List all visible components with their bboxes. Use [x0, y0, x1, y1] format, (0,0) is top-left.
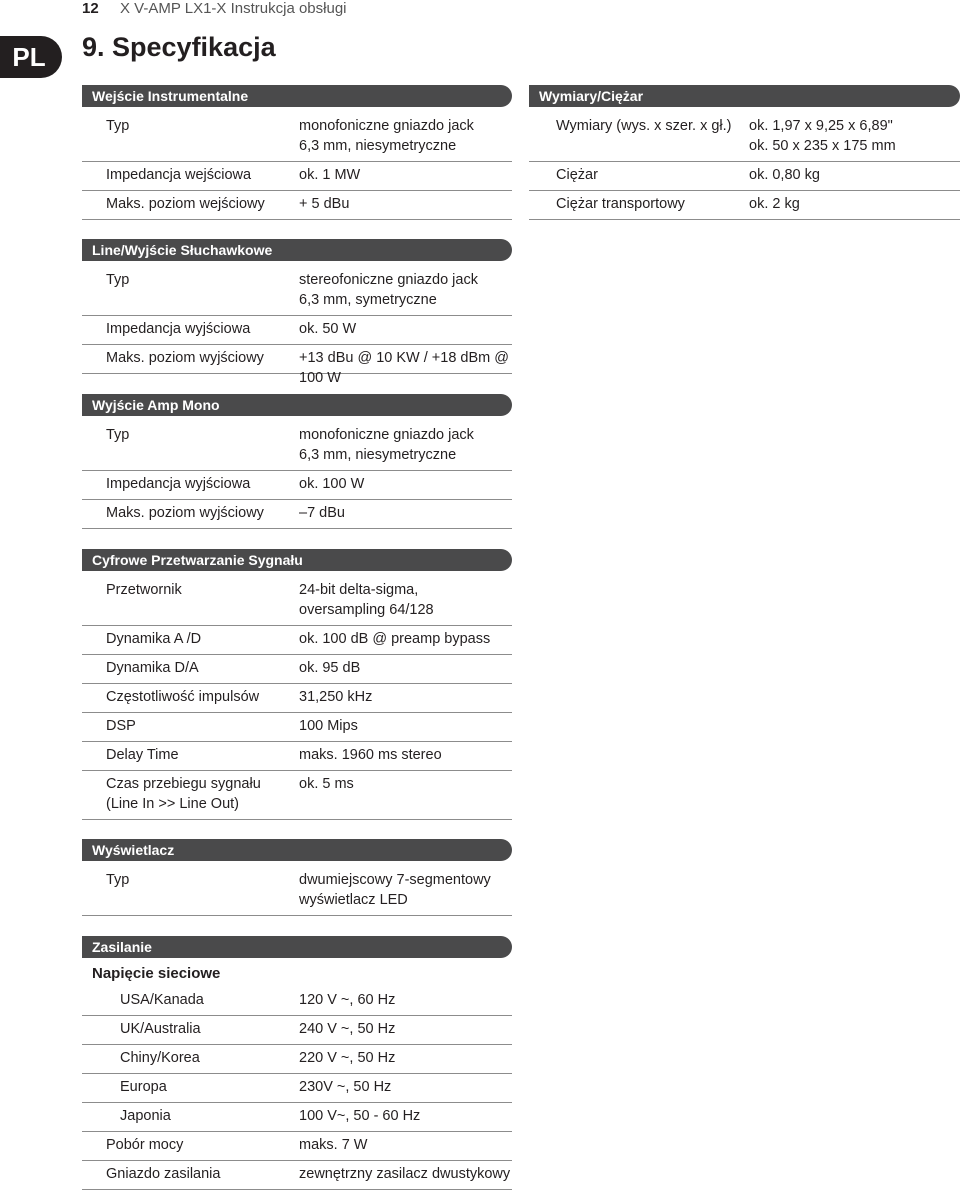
spec-value: 220 V ~, 50 Hz — [299, 1050, 396, 1066]
spec-label: Japonia — [120, 1108, 171, 1124]
spec-value: 230V ~, 50 Hz — [299, 1079, 392, 1095]
spec-value: 100 V~, 50 - 60 Hz — [299, 1108, 421, 1124]
spec-row — [82, 577, 512, 626]
spec-row — [82, 713, 512, 742]
spec-value: ok. 2 kg — [749, 196, 800, 212]
spec-value: 100 Mips — [299, 718, 358, 734]
spec-value: ok. 100 dB @ preamp bypass — [299, 631, 491, 647]
spec-row — [529, 113, 960, 162]
page-number: 12 — [82, 0, 99, 17]
spec-value: 120 V ~, 60 Hz — [299, 992, 396, 1008]
spec-value: 240 V ~, 50 Hz — [299, 1021, 396, 1037]
section-header: Wyświetlacz — [82, 839, 512, 861]
spec-value: 24-bit delta-sigma, oversampling 64/128 — [299, 582, 434, 618]
section-header: Zasilanie — [82, 936, 512, 958]
spec-row — [82, 422, 512, 471]
spec-label: Impedancja wejściowa — [106, 167, 252, 183]
spec-row — [82, 1161, 512, 1190]
section-title: 9. Specyfikacja — [82, 32, 276, 62]
spec-value: stereofoniczne gniazdo jack 6,3 mm, symetryczne — [299, 272, 478, 308]
section-header: Wejście Instrumentalne — [82, 85, 512, 107]
spec-row — [82, 742, 512, 771]
spec-label: Dynamika A /D — [106, 631, 202, 647]
spec-value: 31,250 kHz — [299, 689, 373, 705]
spec-label: Maks. poziom wyjściowy — [106, 350, 264, 366]
spec-row — [82, 626, 512, 655]
spec-value: maks. 1960 ms stereo — [299, 747, 442, 763]
spec-row — [82, 684, 512, 713]
spec-label: USA/Kanada — [120, 992, 204, 1008]
spec-label: Impedancja wyjściowa — [106, 321, 251, 337]
display-section — [82, 839, 512, 916]
spec-label: Maks. poziom wyjściowy — [106, 505, 264, 521]
spec-row — [82, 316, 512, 345]
dsp-section — [82, 549, 512, 820]
section-header: Line/Wyjście Słuchawkowe — [82, 239, 512, 261]
language-badge: PL — [0, 36, 62, 78]
spec-label: UK/Australia — [120, 1021, 201, 1037]
spec-label: Dynamika D/A — [106, 660, 199, 676]
spec-row — [82, 267, 512, 316]
spec-label: Czas przebiegu sygnału (Line In >> Line Out) — [106, 776, 261, 812]
spec-value: +13 dBu @ 10 KW / +18 dBm @ 100 W — [299, 350, 509, 386]
spec-value: + 5 dBu — [299, 196, 350, 212]
spec-row — [82, 500, 512, 529]
spec-row — [529, 191, 960, 220]
document-title: X V-AMP LX1-X Instrukcja obsługi — [120, 0, 347, 17]
spec-value: maks. 7 W — [299, 1137, 368, 1153]
spec-row — [82, 162, 512, 191]
spec-label: Europa — [120, 1079, 167, 1095]
spec-value: ok. 95 dB — [299, 660, 361, 676]
section-header: Wymiary/Ciężar — [529, 85, 960, 107]
section-header: Wyjście Amp Mono — [82, 394, 512, 416]
spec-value: ok. 100 W — [299, 476, 365, 492]
subsection-title: Napięcie sieciowe — [92, 965, 221, 982]
spec-label: Typ — [106, 872, 130, 888]
spec-value: ok. 1 MW — [299, 167, 361, 183]
spec-row — [82, 1074, 512, 1103]
spec-label: Gniazdo zasilania — [106, 1166, 221, 1182]
spec-label: Maks. poziom wejściowy — [106, 196, 265, 212]
spec-label: DSP — [106, 718, 136, 734]
spec-row — [529, 162, 960, 191]
spec-value: dwumiejscowy 7-segmentowy wyświetlacz LED — [299, 872, 491, 908]
spec-label: Impedancja wyjściowa — [106, 476, 251, 492]
spec-label: Typ — [106, 272, 130, 288]
spec-value: –7 dBu — [299, 505, 345, 521]
spec-row — [82, 655, 512, 684]
spec-row — [82, 471, 512, 500]
spec-value: ok. 1,97 x 9,25 x 6,89" ok. 50 x 235 x 175 mm — [749, 118, 896, 154]
spec-label: Ciężar — [556, 167, 598, 183]
spec-row — [82, 1045, 512, 1074]
spec-label: Pobór mocy — [106, 1137, 184, 1153]
spec-row — [82, 867, 512, 916]
spec-value: ok. 50 W — [299, 321, 357, 337]
spec-value: ok. 0,80 kg — [749, 167, 820, 183]
instrument-input-section — [82, 85, 512, 220]
spec-row — [82, 345, 512, 386]
spec-label: Przetwornik — [106, 582, 182, 598]
power-section — [82, 936, 512, 1190]
spec-row — [82, 113, 512, 162]
spec-label: Delay Time — [106, 747, 179, 763]
spec-row — [82, 987, 512, 1016]
spec-row — [82, 1132, 512, 1161]
spec-label: Typ — [106, 118, 130, 134]
spec-label: Wymiary (wys. x szer. x gł.) — [556, 118, 732, 134]
spec-value: ok. 5 ms — [299, 776, 354, 792]
spec-value: monofoniczne gniazdo jack 6,3 mm, niesymetryczne — [299, 118, 474, 154]
spec-value: zewnętrzny zasilacz dwustykowy — [299, 1166, 511, 1182]
section-header: Cyfrowe Przetwarzanie Sygnału — [82, 549, 512, 571]
dimensions-section — [529, 85, 960, 220]
spec-row — [82, 1103, 512, 1132]
line-out-section — [82, 239, 512, 386]
spec-row — [82, 1016, 512, 1045]
spec-label: Typ — [106, 427, 130, 443]
spec-value: monofoniczne gniazdo jack 6,3 mm, niesymetryczne — [299, 427, 474, 463]
amp-mono-section — [82, 394, 512, 529]
spec-label: Chiny/Korea — [120, 1050, 200, 1066]
spec-row — [82, 191, 512, 220]
spec-label: Ciężar transportowy — [556, 196, 685, 212]
spec-row — [82, 771, 512, 820]
spec-label: Częstotliwość impulsów — [106, 689, 260, 705]
